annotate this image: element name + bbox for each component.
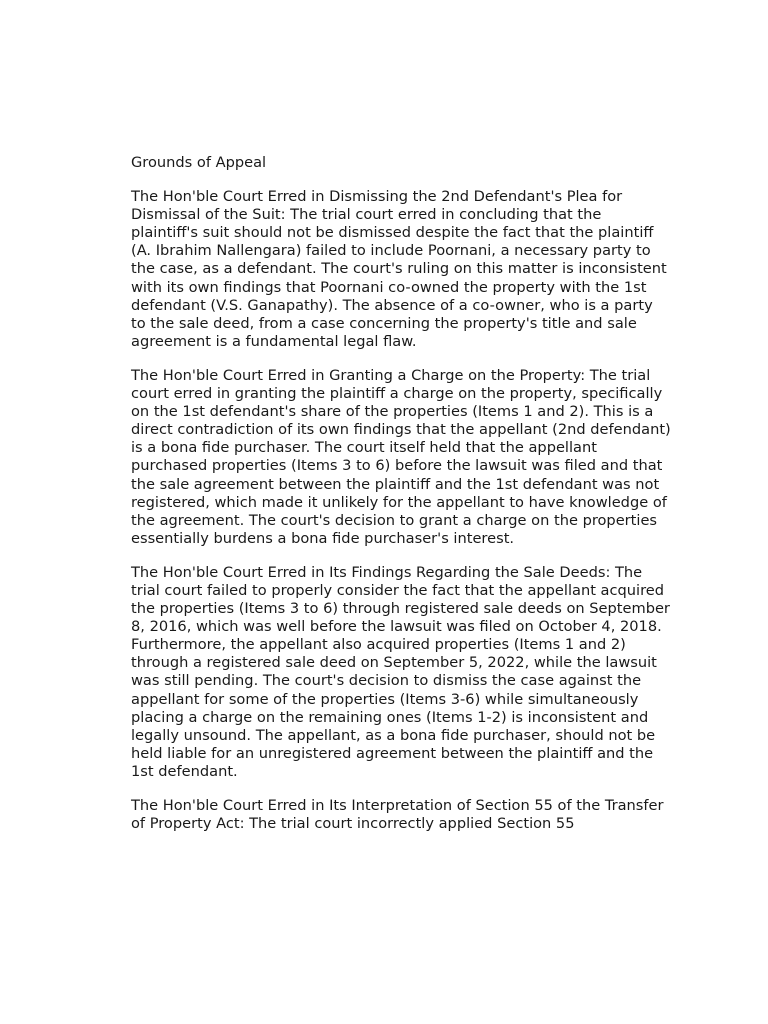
paragraph-ground-3: The Hon'ble Court Erred in Its Findings Regarding the Sale Deeds: The trial court failed to properly consider the fact that the appellant acquired the properties (Items 3 to 6) through registered sale deeds on September 8, 2016, which was well before the lawsuit was filed on October 4, 2018. Furthermore, the appellant also acquired properties (Items 1 and 2) through a registered sale deed on September 5, 2022, while the lawsuit was still pending. The court's decision to dismiss the case against the appellant for some of the properties (Items 3-6) while simultaneously placing a charge on the remaining ones (Items 1-2) is inconsistent and legally unsound. The appellant, as a bona fide purchaser, should not be held liable for an unregistered agreement between the plaintiff and the 1st defendant. (131, 563, 670, 780)
document-body (131, 154, 671, 849)
document-heading: Grounds of Appeal (131, 154, 267, 171)
paragraph-ground-4: The Hon'ble Court Erred in Its Interpretation of Section 55 of the Transfer of Property Act: The trial court incorrectly applied Section 55 (131, 797, 664, 833)
paragraph-ground-2: The Hon'ble Court Erred in Granting a Charge on the Property: The trial court erred in granting the plaintiff a charge on the property, specifically on the 1st defendant's share of the properties (Items 1 and 2). This is a direct contradiction of its own findings that the appellant (2nd defendant) is a bona fide purchaser. The court itself held that the appellant purchased properties (Items 3 to 6) before the lawsuit was filed and that the sale agreement between the plaintiff and the 1st defendant was not registered, which made it unlikely for the appellant to have knowledge of the agreement. The court's decision to grant a charge on the properties essentially burdens a bona fide purchaser's interest. (131, 366, 671, 547)
paragraph-ground-1: The Hon'ble Court Erred in Dismissing the 2nd Defendant's Plea for Dismissal of the Suit: The trial court erred in concluding that the plaintiff's suit should not be dismissed despite the fact that the plaintiff (A. Ibrahim Nallengara) failed to include Poornani, a necessary party to the case, as a defendant. The court's ruling on this matter is inconsistent with its own findings that Poornani co-owned the property with the 1st defendant (V.S. Ganapathy). The absence of a co-owner, who is a party to the sale deed, from a case concerning the property's title and sale agreement is a fundamental legal flaw. (131, 188, 667, 350)
